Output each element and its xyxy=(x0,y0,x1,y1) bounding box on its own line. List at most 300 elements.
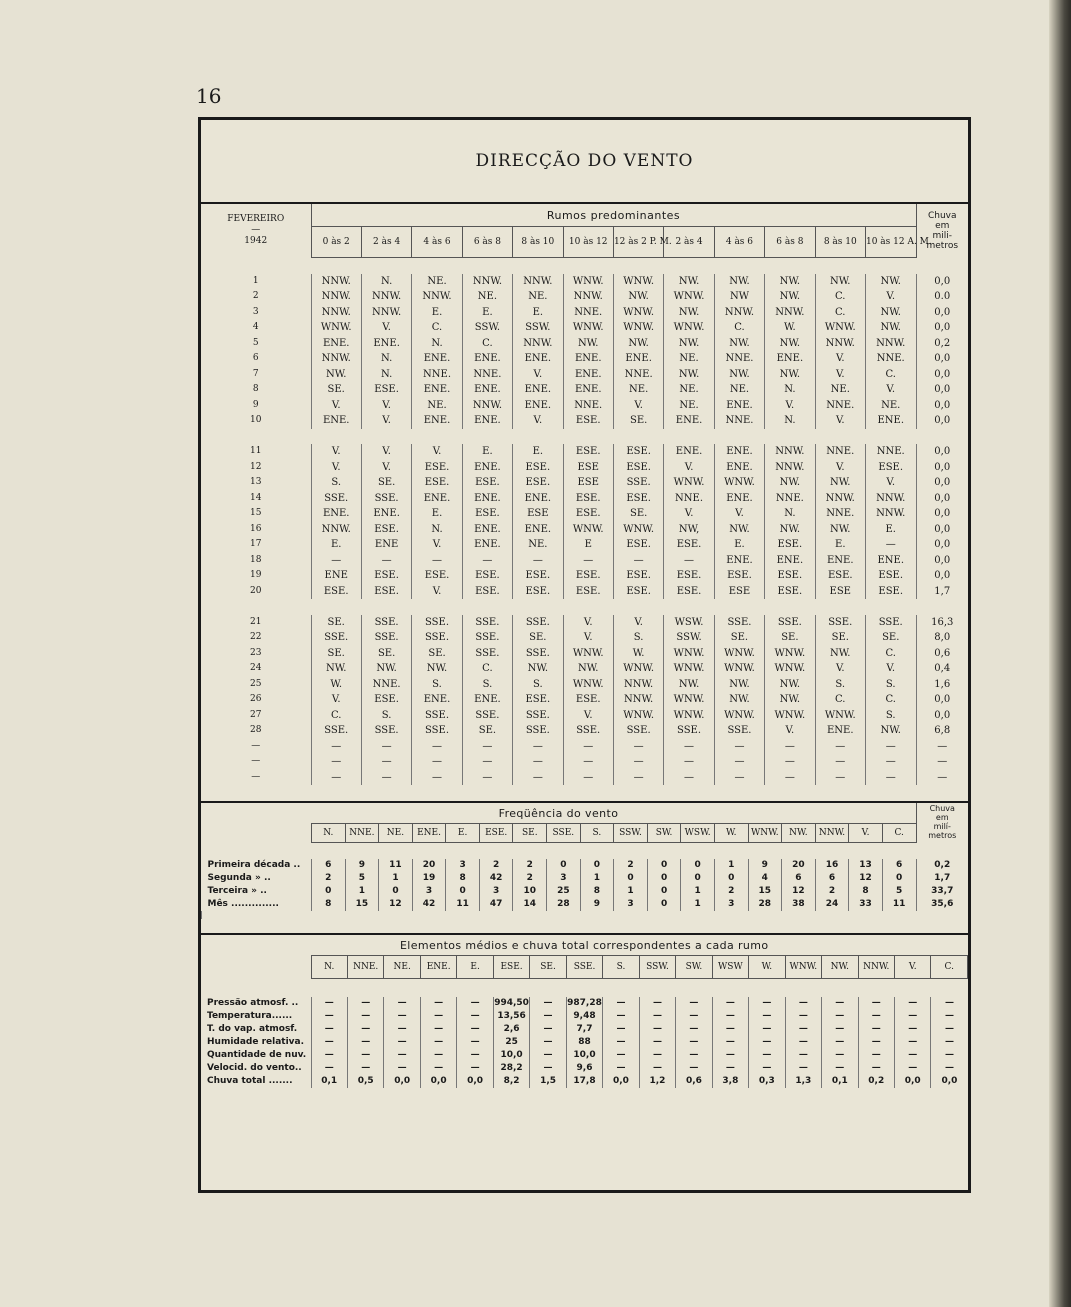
table-row xyxy=(201,537,968,553)
elem-col-header: SSW. xyxy=(639,955,675,978)
direction-cell: — xyxy=(361,754,411,770)
direction-cell: V. xyxy=(815,351,865,367)
direction-cell: NNW. xyxy=(513,336,563,352)
direction-cell: — xyxy=(311,770,361,786)
elem-col-header: SW. xyxy=(676,955,712,978)
direction-cell: V. xyxy=(865,382,916,398)
hour-header: 10 às 12 A. M. xyxy=(865,227,916,258)
direction-cell: ESE. xyxy=(563,413,613,429)
elem-cell: — xyxy=(530,997,566,1010)
direction-cell: NE. xyxy=(412,274,462,290)
elem-cell: — xyxy=(384,1049,420,1062)
direction-cell: NW. xyxy=(765,692,815,708)
direction-cell: SSW. xyxy=(664,630,714,646)
direction-cell: E. xyxy=(865,522,916,538)
rain-cell: 8,0 xyxy=(916,630,968,646)
direction-cell: WNW. xyxy=(563,274,613,290)
direction-cell: V. xyxy=(412,584,462,600)
elements-title-cell xyxy=(201,935,968,956)
direction-cell: C. xyxy=(815,289,865,305)
freq-col-header: NW. xyxy=(782,823,816,842)
hour-header-row xyxy=(201,227,968,258)
spacer-row xyxy=(201,599,968,615)
table-row xyxy=(201,398,968,414)
rain-cell: — xyxy=(916,739,968,755)
direction-cell: SE. xyxy=(765,630,815,646)
direction-cell: NNW. xyxy=(865,336,916,352)
elem-col-header: NE. xyxy=(384,955,420,978)
direction-cell: V. xyxy=(311,444,361,460)
table-row xyxy=(201,506,968,522)
direction-cell: NNW. xyxy=(311,274,361,290)
direction-cell: NW. xyxy=(714,522,764,538)
direction-cell: NNW. xyxy=(361,305,411,321)
day-cell: 27 xyxy=(201,708,311,724)
direction-cell: SSE. xyxy=(714,723,764,739)
direction-cell: SE. xyxy=(311,615,361,631)
direction-cell: ESE. xyxy=(613,460,663,476)
elem-cell: — xyxy=(895,1023,931,1036)
freq-cell: 11 xyxy=(379,859,413,872)
direction-cell: ENE. xyxy=(462,413,512,429)
direction-cell: — xyxy=(311,754,361,770)
direction-cell: — xyxy=(361,739,411,755)
spacer-row xyxy=(201,429,968,445)
direction-cell: — xyxy=(765,754,815,770)
elem-cell: — xyxy=(457,1010,493,1023)
freq-cell: 3 xyxy=(714,898,748,911)
rain-label-4: metros xyxy=(926,240,959,251)
month-header xyxy=(201,204,311,258)
direction-cell: SE. xyxy=(412,646,462,662)
direction-cell: WNW. xyxy=(765,708,815,724)
direction-cell: ENE. xyxy=(563,382,613,398)
direction-cell: NW. xyxy=(765,289,815,305)
table-row xyxy=(201,289,968,305)
freq-col-header: E. xyxy=(446,823,480,842)
elem-cell: 1,3 xyxy=(785,1075,821,1088)
direction-cell: ENE. xyxy=(714,460,764,476)
direction-cell: V. xyxy=(513,413,563,429)
day-cell: 26 xyxy=(201,692,311,708)
direction-cell: NW. xyxy=(815,475,865,491)
direction-cell: ENE. xyxy=(412,413,462,429)
direction-cell: C. xyxy=(865,692,916,708)
freq-cell: 2 xyxy=(513,859,547,872)
direction-cell: NW. xyxy=(664,336,714,352)
direction-cell: S. xyxy=(865,708,916,724)
direction-cell: WNW. xyxy=(563,646,613,662)
direction-cell: SSE. xyxy=(513,723,563,739)
freq-cell: 38 xyxy=(782,898,816,911)
direction-cell: WNW. xyxy=(613,522,663,538)
freq-col-header: S. xyxy=(580,823,614,842)
day-cell: 15 xyxy=(201,506,311,522)
row-label: Quantidade de nuv. xyxy=(201,1049,311,1062)
direction-cell: ENE. xyxy=(613,351,663,367)
direction-cell: SE. xyxy=(311,646,361,662)
direction-cell: SSE. xyxy=(361,630,411,646)
rain-cell: 0,0 xyxy=(916,506,968,522)
freq-rain-cell: 33,7 xyxy=(916,885,968,898)
elem-col-header: S. xyxy=(603,955,639,978)
day-cell: — xyxy=(201,754,311,770)
elem-cell: 0,3 xyxy=(749,1075,785,1088)
elem-col-header: ESE. xyxy=(493,955,529,978)
direction-cell: — xyxy=(664,553,714,569)
elem-cell: — xyxy=(311,1023,347,1036)
elem-col-header: WSW xyxy=(712,955,748,978)
direction-cell: SSE. xyxy=(613,475,663,491)
freq-cell: 42 xyxy=(479,872,513,885)
direction-cell: SSE. xyxy=(412,615,462,631)
direction-cell: ENE. xyxy=(765,553,815,569)
frequency-table xyxy=(201,803,968,919)
elem-cell: — xyxy=(347,1010,383,1023)
elem-cell: 1,2 xyxy=(639,1075,675,1088)
direction-cell: NW. xyxy=(815,646,865,662)
table-row xyxy=(201,1023,968,1036)
elem-cell: — xyxy=(530,1049,566,1062)
freq-cell: 5 xyxy=(882,885,916,898)
direction-cell: — xyxy=(563,770,613,786)
elem-cell: — xyxy=(603,1010,639,1023)
freq-rain-label-2: em xyxy=(935,813,949,823)
direction-cell: — xyxy=(865,770,916,786)
direction-cell: NW. xyxy=(765,522,815,538)
rain-cell: 6,8 xyxy=(916,723,968,739)
direction-cell: N. xyxy=(765,382,815,398)
spacer-cell xyxy=(202,842,969,859)
day-cell: 23 xyxy=(201,646,311,662)
direction-cell: W. xyxy=(765,320,815,336)
hour-header: 8 às 10 xyxy=(815,227,865,258)
elem-cell: — xyxy=(712,1010,748,1023)
direction-cell: SSE. xyxy=(462,646,512,662)
direction-cell: NW. xyxy=(664,677,714,693)
direction-cell: — xyxy=(563,553,613,569)
direction-cell: C. xyxy=(815,692,865,708)
direction-cell: NNE. xyxy=(613,367,663,383)
hour-header: 2 às 4 xyxy=(664,227,714,258)
rain-cell: 1,7 xyxy=(916,584,968,600)
row-label: Mês .............. xyxy=(202,898,312,911)
direction-cell: V. xyxy=(361,460,411,476)
direction-cell: — xyxy=(765,770,815,786)
direction-cell: NW. xyxy=(865,320,916,336)
spacer-cell xyxy=(201,978,968,997)
direction-cell: WNW. xyxy=(563,677,613,693)
direction-cell: ENE. xyxy=(513,382,563,398)
direction-cell: NE. xyxy=(865,398,916,414)
elem-cell: — xyxy=(858,1036,894,1049)
elem-cell: — xyxy=(603,1062,639,1075)
direction-cell: V. xyxy=(765,723,815,739)
direction-cell: V. xyxy=(815,413,865,429)
freq-cell: 2 xyxy=(312,872,346,885)
direction-cell: NW. xyxy=(613,336,663,352)
direction-cell: — xyxy=(765,739,815,755)
frequency-body xyxy=(202,842,969,919)
elem-cell: — xyxy=(457,1062,493,1075)
elem-cell: — xyxy=(785,1010,821,1023)
direction-cell: ENE. xyxy=(513,491,563,507)
elem-cell: 2,6 xyxy=(493,1023,529,1036)
direction-cell: NW. xyxy=(865,305,916,321)
elem-cell: 987,28 xyxy=(567,998,602,1008)
elem-cell: — xyxy=(785,997,821,1010)
freq-cell: 1 xyxy=(379,872,413,885)
direction-cell: — xyxy=(462,770,512,786)
direction-cell: NE. xyxy=(513,537,563,553)
elem-cell: — xyxy=(311,997,347,1010)
elem-cell: — xyxy=(530,1036,566,1049)
table-row xyxy=(202,859,969,872)
rain-cell: 0,0 xyxy=(916,708,968,724)
direction-cell: ENE. xyxy=(865,413,916,429)
elem-cell: — xyxy=(822,1010,858,1023)
day-cell: 5 xyxy=(201,336,311,352)
freq-cell: 0 xyxy=(681,859,715,872)
elem-cell: — xyxy=(931,1062,968,1075)
day-cell: 3 xyxy=(201,305,311,321)
direction-cell: — xyxy=(563,739,613,755)
direction-cell: — xyxy=(815,754,865,770)
direction-cell: ENE. xyxy=(513,398,563,414)
direction-cell: — xyxy=(613,754,663,770)
direction-cell: ESE. xyxy=(513,568,563,584)
table-row xyxy=(201,677,968,693)
rain-cell: 0,0 xyxy=(916,444,968,460)
elem-cell: — xyxy=(676,1049,712,1062)
year-label: 1942 xyxy=(244,236,268,247)
elem-cell: — xyxy=(420,997,456,1010)
freq-col-header: WNW. xyxy=(748,823,782,842)
elem-cell: 9,6 xyxy=(566,1062,602,1075)
direction-cell: V. xyxy=(664,506,714,522)
elem-cell: — xyxy=(347,997,383,1010)
table-row xyxy=(202,898,969,911)
freq-rain-cell: 35,6 xyxy=(916,898,968,911)
row-label: Terceira » .. xyxy=(202,885,312,898)
direction-cell: NNE. xyxy=(765,491,815,507)
direction-cell: ENE xyxy=(361,537,411,553)
freq-cell: 28 xyxy=(547,898,581,911)
freq-cell: 0 xyxy=(379,885,413,898)
direction-cell: — xyxy=(714,754,764,770)
direction-cell: NE. xyxy=(613,382,663,398)
rain-cell: 0,2 xyxy=(916,336,968,352)
direction-cell: NNW. xyxy=(865,506,916,522)
direction-cell: NNW. xyxy=(311,289,361,305)
direction-cell: NW. xyxy=(815,274,865,290)
elem-cell: — xyxy=(639,1010,675,1023)
direction-cell: SSE. xyxy=(361,723,411,739)
row-label: Chuva total ....... xyxy=(201,1075,311,1088)
direction-cell: ESE. xyxy=(462,475,512,491)
direction-body xyxy=(201,258,968,801)
direction-cell: ESE. xyxy=(865,460,916,476)
rain-label-2: em xyxy=(935,220,950,231)
direction-cell: SSE. xyxy=(815,615,865,631)
elem-cell: — xyxy=(712,997,748,1010)
direction-cell: V. xyxy=(563,708,613,724)
direction-cell: ENE. xyxy=(815,553,865,569)
direction-cell: WNW. xyxy=(714,475,764,491)
table-row xyxy=(201,708,968,724)
freq-cell: 1 xyxy=(614,885,648,898)
spacer-row xyxy=(201,258,968,274)
spacer-row xyxy=(201,785,968,801)
direction-cell: ESE. xyxy=(563,444,613,460)
table-row xyxy=(201,444,968,460)
direction-cell: V. xyxy=(664,460,714,476)
freq-cell: 1 xyxy=(681,885,715,898)
rain-cell: 0,0 xyxy=(916,491,968,507)
rain-cell: 0,0 xyxy=(916,351,968,367)
direction-cell: SSE. xyxy=(412,723,462,739)
elem-cell: — xyxy=(785,1023,821,1036)
elem-cell: 0,5 xyxy=(347,1075,383,1088)
freq-rain-label-1: Chuva xyxy=(929,804,955,814)
direction-cell: C. xyxy=(462,661,512,677)
direction-cell: C. xyxy=(714,320,764,336)
direction-cell: — xyxy=(865,739,916,755)
direction-cell: — xyxy=(613,739,663,755)
elem-cell: — xyxy=(895,1036,931,1049)
freq-cell: 3 xyxy=(547,872,581,885)
page-edge xyxy=(1049,0,1071,1307)
elem-cell: 88 xyxy=(566,1036,602,1049)
elem-cell: 0,0 xyxy=(603,1075,639,1088)
rain-header xyxy=(916,204,968,258)
rain-cell: 0,6 xyxy=(916,646,968,662)
elem-col-header: W. xyxy=(749,955,785,978)
freq-col-header: NNW. xyxy=(815,823,849,842)
elem-cell: — xyxy=(858,997,894,1010)
rain-cell: 0,0 xyxy=(916,553,968,569)
direction-cell: NE. xyxy=(513,289,563,305)
table-row xyxy=(201,413,968,429)
freq-cell: 2 xyxy=(614,859,648,872)
freq-cell: 8 xyxy=(446,872,480,885)
direction-cell: ENE. xyxy=(513,351,563,367)
day-cell: 10 xyxy=(201,413,311,429)
freq-cell: 0 xyxy=(647,885,681,898)
day-cell: 18 xyxy=(201,553,311,569)
direction-cell: S. xyxy=(412,677,462,693)
direction-cell: N. xyxy=(412,336,462,352)
direction-cell: WNW. xyxy=(613,305,663,321)
direction-cell: V. xyxy=(563,630,613,646)
direction-cell: NE. xyxy=(412,398,462,414)
rumos-header: Rumos predominantes xyxy=(311,204,916,227)
elem-cell: — xyxy=(822,997,858,1010)
day-cell: 4 xyxy=(201,320,311,336)
freq-col-header: N. xyxy=(312,823,346,842)
direction-cell: E. xyxy=(412,506,462,522)
rain-cell: 0,0 xyxy=(916,460,968,476)
direction-cell: SSE. xyxy=(311,491,361,507)
direction-cell: ESE. xyxy=(513,475,563,491)
direction-cell: NNE. xyxy=(714,413,764,429)
direction-cell: NNE. xyxy=(815,444,865,460)
elem-cell: 0,0 xyxy=(895,1075,931,1088)
day-cell: 8 xyxy=(201,382,311,398)
elem-cell: — xyxy=(858,1049,894,1062)
direction-cell: WNW. xyxy=(311,320,361,336)
direction-cell: SSE. xyxy=(361,615,411,631)
direction-cell: ENE. xyxy=(412,351,462,367)
direction-cell: N. xyxy=(361,351,411,367)
elem-cell: — xyxy=(311,1036,347,1049)
elem-cell: — xyxy=(822,1023,858,1036)
direction-cell: WNW. xyxy=(765,661,815,677)
direction-cell: WNW. xyxy=(664,289,714,305)
direction-cell: NNE. xyxy=(664,491,714,507)
page-title: DIRECÇÃO DO VENTO xyxy=(201,120,968,204)
freq-cell: 19 xyxy=(412,872,446,885)
direction-cell: NNW. xyxy=(765,305,815,321)
direction-cell: E. xyxy=(513,305,563,321)
direction-cell: ENE. xyxy=(311,506,361,522)
direction-cell: — xyxy=(865,754,916,770)
frequency-section xyxy=(201,801,968,919)
direction-cell: NW. xyxy=(765,367,815,383)
freq-cell: 8 xyxy=(580,885,614,898)
elem-cell: — xyxy=(895,1049,931,1062)
elem-cell: 0,0 xyxy=(931,1075,968,1088)
direction-cell: SSE. xyxy=(613,723,663,739)
direction-cell: V. xyxy=(815,460,865,476)
direction-cell: ESE. xyxy=(361,522,411,538)
elem-cell: — xyxy=(712,1023,748,1036)
elem-cell: — xyxy=(822,1062,858,1075)
rain-cell: 0.0 xyxy=(916,289,968,305)
direction-cell: ESE. xyxy=(361,382,411,398)
direction-cell: WNW. xyxy=(815,708,865,724)
freq-cell: 6 xyxy=(815,872,849,885)
rain-cell: 0,0 xyxy=(916,568,968,584)
direction-cell: ENE. xyxy=(714,398,764,414)
elem-cell: — xyxy=(749,1010,785,1023)
direction-cell: ESE. xyxy=(513,460,563,476)
elem-cell: — xyxy=(639,1049,675,1062)
direction-cell: NW. xyxy=(563,661,613,677)
elem-cell: — xyxy=(603,1049,639,1062)
direction-cell: NNE. xyxy=(714,351,764,367)
direction-cell: ESE. xyxy=(412,568,462,584)
elem-cell: — xyxy=(603,1036,639,1049)
elem-cell: — xyxy=(749,1036,785,1049)
freq-cell: 8 xyxy=(312,898,346,911)
table-row xyxy=(201,336,968,352)
table-row xyxy=(201,770,968,786)
direction-cell: — xyxy=(613,553,663,569)
freq-cell: 9 xyxy=(748,859,782,872)
direction-cell: V. xyxy=(865,289,916,305)
direction-cell: ESE. xyxy=(311,584,361,600)
wind-direction-frame xyxy=(198,117,971,1193)
direction-cell: SSE. xyxy=(311,630,361,646)
direction-cell: V. xyxy=(361,444,411,460)
direction-cell: — xyxy=(412,739,462,755)
direction-cell: NW. xyxy=(664,367,714,383)
freq-cell: 0 xyxy=(446,885,480,898)
direction-cell: SSE. xyxy=(865,615,916,631)
direction-cell: V. xyxy=(714,506,764,522)
freq-cell: 15 xyxy=(748,885,782,898)
